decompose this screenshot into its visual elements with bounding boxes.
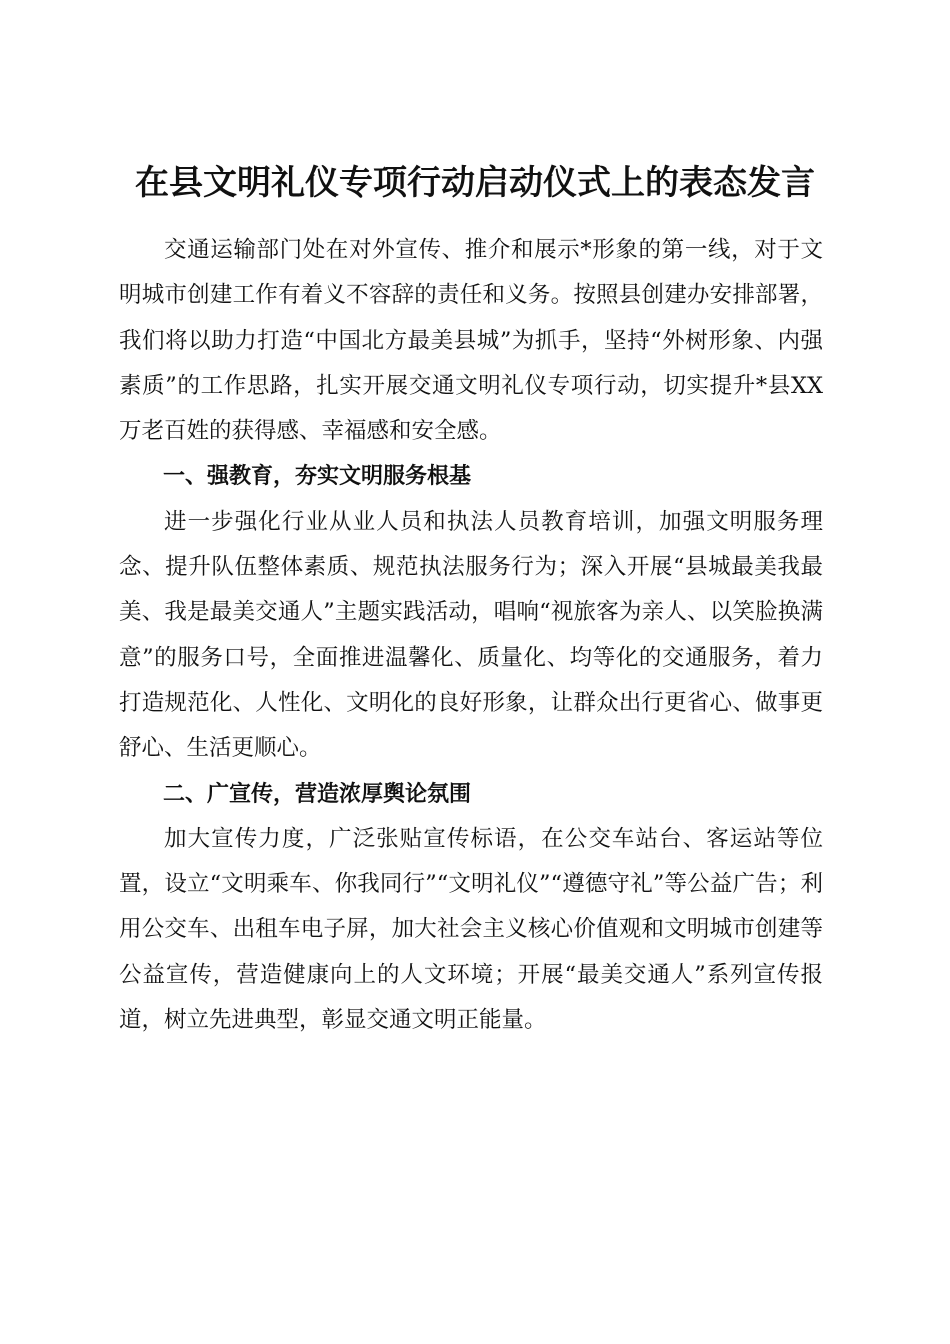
section-paragraph-2: 加大宣传力度，广泛张贴宣传标语，在公交车站台、客运站等位置，设立“文明乘车、你我同行”“文明礼仪”“遵德守礼”等公益广告；利用公交车、出租车电子屏，加大社会主义核心价值观和文明城市创建等公益宣传，营造健康向上的人文环境；开展“最美交通人”系列宣传报道，树立先进典型，彰显交通文明正能量。 [119,825,823,1034]
intro-paragraph: 交通运输部门处在对外宣传、推介和展示*形象的第一线，对于文明城市创建工作有着义不容辞的责任和义务。按照县创建办安排部署，我们将以助力打造“中国北方最美县城”为抓手，坚持“外树形象、内强素质”的工作思路，扎实开展交通文明礼仪专项行动，切实提升*县XX万老百姓的获得感、幸福感和安全感。 [119,237,823,445]
section-heading-2: 二、广宣传，营造浓厚舆论氛围 [163,781,472,807]
document-title: 在县文明礼仪专项行动启动仪式上的表态发言 [135,162,815,203]
document-body [119,228,823,1043]
section-paragraph-1: 进一步强化行业从业人员和执法人员教育培训，加强文明服务理念、提升队伍整体素质、规范执法服务行为；深入开展“县城最美我最美、我是最美交通人”主题实践活动，唱响“视旅客为亲人、以笑脸换满意”的服务口号，全面推进温馨化、质量化、均等化的交通服务，着力打造规范化、人性化、文明化的良好形象，让群众出行更省心、做事更舒心、生活更顺心。 [119,508,823,762]
section-heading-1: 一、强教育，夯实文明服务根基 [163,464,472,490]
